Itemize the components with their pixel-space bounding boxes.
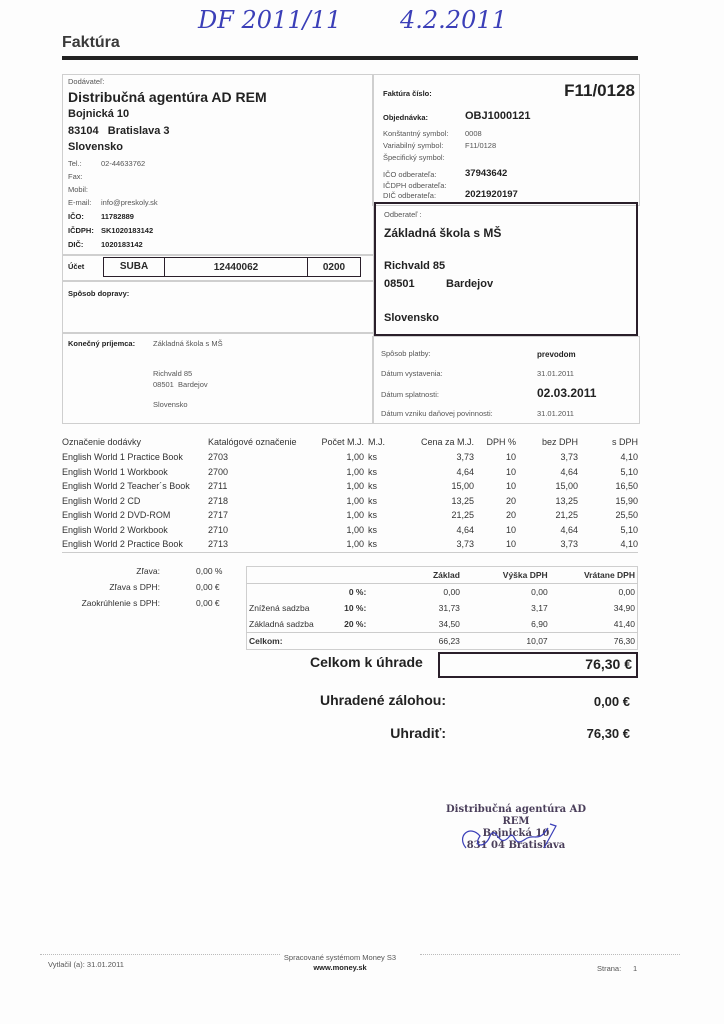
item-catalog: 2717 bbox=[208, 510, 229, 521]
item-unit: ks bbox=[368, 452, 377, 463]
item-row bbox=[62, 508, 638, 523]
item-unit-price: 3,73 bbox=[456, 452, 474, 463]
discount-label: Zľava s DPH: bbox=[109, 582, 160, 592]
icdph-value: SK1020183142 bbox=[101, 226, 154, 235]
item-qty: 1,00 bbox=[346, 452, 364, 463]
item-qty: 1,00 bbox=[346, 495, 364, 506]
vat-cell bbox=[247, 584, 327, 601]
email-label: E-mail: bbox=[68, 198, 92, 207]
item-net: 15,00 bbox=[555, 481, 578, 492]
discount-row bbox=[62, 566, 242, 582]
item-net: 4,64 bbox=[560, 466, 578, 477]
supplier-block bbox=[62, 74, 374, 256]
item-unit: ks bbox=[368, 466, 377, 477]
header-col-qty: Počet M.J. bbox=[321, 437, 364, 447]
final-recipient-label: Konečný príjemca: bbox=[68, 339, 136, 348]
vat-header-3: Výška DPH bbox=[502, 570, 548, 580]
page-label: Strana: bbox=[597, 964, 622, 973]
customer-dic-value: 2021920197 bbox=[465, 189, 518, 200]
vat-cell: 0,00 bbox=[618, 587, 635, 597]
handwritten-reference: DF 2011/11 bbox=[198, 6, 342, 34]
issue-date: 31.01.2011 bbox=[537, 369, 574, 378]
vat-cell: 6,90 bbox=[531, 619, 548, 629]
item-vat-rate: 20 bbox=[505, 510, 516, 521]
customer-dic-label: DIČ odberateľa: bbox=[383, 191, 437, 200]
final-recipient-block bbox=[62, 332, 374, 424]
vat-cell: Znížená sadzba bbox=[249, 603, 310, 613]
customer-country: Slovensko bbox=[384, 312, 440, 324]
vat-header-row bbox=[247, 567, 638, 584]
due-date: 02.03.2011 bbox=[537, 386, 597, 400]
item-catalog: 2703 bbox=[208, 452, 229, 463]
ico-label: IČO: bbox=[68, 212, 84, 221]
discount-value: 0,00 % bbox=[196, 566, 223, 576]
vat-cell: 34,90 bbox=[613, 603, 635, 613]
item-gross: 5,10 bbox=[620, 524, 638, 535]
item-row bbox=[62, 465, 638, 480]
total-due-value: 76,30 € bbox=[585, 656, 632, 672]
vat-total-gross: 76,30 bbox=[613, 636, 635, 646]
item-row bbox=[62, 523, 638, 538]
vat-row bbox=[247, 616, 638, 633]
vat-cell: 0,00 bbox=[531, 587, 548, 597]
vat-cell: 41,40 bbox=[613, 619, 635, 629]
item-qty: 1,00 bbox=[346, 466, 364, 477]
var-symbol-value: F11/0128 bbox=[465, 141, 497, 150]
supplier-label: Dodávateľ: bbox=[68, 77, 105, 86]
const-symbol-label: Konštantný symbol: bbox=[383, 129, 449, 138]
to-pay-label: Uhradiť: bbox=[390, 725, 446, 741]
item-row bbox=[62, 537, 638, 552]
item-qty: 1,00 bbox=[346, 524, 364, 535]
order-value: OBJ1000121 bbox=[465, 110, 531, 122]
item-vat-rate: 10 bbox=[505, 539, 516, 550]
vat-cell: 31,73 bbox=[438, 603, 460, 613]
tel-value: 02-44633762 bbox=[101, 159, 146, 168]
icdph-label: IČDPH: bbox=[68, 226, 94, 235]
tel-label: Tel.: bbox=[68, 159, 82, 168]
item-unit: ks bbox=[368, 539, 377, 550]
customer-street: Richvald 85 bbox=[384, 260, 446, 272]
item-unit: ks bbox=[368, 495, 377, 506]
item-catalog: 2700 bbox=[208, 466, 229, 477]
order-label: Objednávka: bbox=[383, 113, 429, 122]
payment-method-label: Spôsob platby: bbox=[381, 349, 431, 358]
stamp-line-2: Bojnická 10 bbox=[482, 828, 550, 839]
vat-cell: 20 %: bbox=[344, 619, 367, 629]
invoice-number: F11/0128 bbox=[564, 81, 635, 100]
total-due-label: Celkom k úhrade bbox=[310, 654, 423, 670]
handwritten-date: 4.2.2011 bbox=[400, 6, 507, 34]
discount-row bbox=[62, 598, 242, 614]
discount-value: 0,00 € bbox=[196, 598, 220, 608]
item-catalog: 2713 bbox=[208, 539, 229, 550]
vat-total-tax: 10,07 bbox=[526, 636, 548, 646]
document-title: Faktúra bbox=[62, 34, 120, 51]
item-gross: 16,50 bbox=[615, 481, 638, 492]
ico-value: 11782889 bbox=[101, 212, 134, 221]
item-gross: 25,50 bbox=[615, 510, 638, 521]
vat-cell: 10 %: bbox=[344, 603, 367, 613]
dic-value: 1020183142 bbox=[101, 240, 143, 249]
vat-total-label: Celkom: bbox=[249, 636, 283, 646]
item-net: 21,25 bbox=[555, 510, 578, 521]
customer-icdph-label: IČDPH odberateľa: bbox=[383, 181, 447, 190]
supplier-city-line bbox=[68, 125, 170, 137]
header-col-gross: s DPH bbox=[611, 437, 638, 447]
dic-label: DIČ: bbox=[68, 240, 84, 249]
customer-block bbox=[374, 202, 638, 336]
account-bank: SUBA bbox=[104, 258, 165, 276]
due-date-label: Dátum splatnosti: bbox=[381, 390, 439, 399]
footer-url[interactable]: www.money.sk bbox=[313, 963, 367, 972]
stamp-line-3: 831 04 Bratislava bbox=[466, 840, 566, 851]
item-vat-rate: 10 bbox=[505, 452, 516, 463]
item-row bbox=[62, 494, 638, 509]
item-gross: 15,90 bbox=[615, 495, 638, 506]
total-due-box bbox=[438, 652, 638, 678]
item-unit-price: 4,64 bbox=[456, 524, 474, 535]
item-unit: ks bbox=[368, 481, 377, 492]
item-qty: 1,00 bbox=[346, 510, 364, 521]
footer-rule-right bbox=[420, 954, 680, 955]
header-col-vat-rate: DPH % bbox=[486, 437, 516, 447]
stamp-line-1: Distribučná agentúra AD REM bbox=[445, 804, 587, 827]
item-unit-price: 3,73 bbox=[456, 539, 474, 550]
item-catalog: 2711 bbox=[208, 481, 228, 492]
item-vat-rate: 10 bbox=[505, 466, 516, 477]
header-col-net: bez DPH bbox=[541, 437, 578, 447]
item-gross: 4,10 bbox=[620, 452, 638, 463]
item-description: English World 2 Practice Book bbox=[62, 539, 183, 550]
item-unit-price: 13,25 bbox=[451, 495, 474, 506]
supplier-city: Bratislava 3 bbox=[107, 125, 170, 137]
vat-header-4: Vrátane DPH bbox=[583, 570, 635, 580]
header-col-unit-price: Cena za M.J. bbox=[420, 437, 474, 447]
item-description: English World 2 Workbook bbox=[62, 524, 168, 535]
paid-value: 0,00 € bbox=[593, 694, 630, 709]
item-qty: 1,00 bbox=[346, 539, 364, 550]
customer-name: Základná škola s MŠ bbox=[384, 226, 502, 240]
items-header-row bbox=[62, 434, 638, 450]
customer-ico-label: IČO odberateľa: bbox=[383, 170, 437, 179]
item-vat-rate: 10 bbox=[505, 481, 516, 492]
title-rule bbox=[62, 56, 638, 60]
vat-header-2: Základ bbox=[432, 570, 460, 580]
item-row bbox=[62, 479, 638, 494]
supplier-name: Distribučná agentúra AD REM bbox=[68, 89, 267, 105]
payment-block bbox=[372, 336, 640, 424]
header-col-unit: M.J. bbox=[368, 437, 385, 447]
item-net: 13,25 bbox=[555, 495, 578, 506]
item-gross: 5,10 bbox=[620, 466, 638, 477]
vat-header-0 bbox=[247, 567, 327, 584]
vat-row bbox=[247, 600, 638, 616]
vat-row bbox=[247, 584, 638, 601]
vat-cell: 3,17 bbox=[531, 603, 548, 613]
paid-label: Uhradené zálohou: bbox=[319, 692, 446, 708]
issue-date-label: Dátum vystavenia: bbox=[381, 369, 443, 378]
final-recipient-street: Richvald 85 bbox=[153, 369, 193, 378]
discount-label: Zaokrúhlenie s DPH: bbox=[81, 598, 160, 608]
vat-header-1 bbox=[326, 567, 372, 584]
account-box bbox=[103, 257, 361, 277]
item-row bbox=[62, 450, 638, 465]
item-unit-price: 15,00 bbox=[451, 481, 474, 492]
customer-zip: 08501 bbox=[384, 278, 415, 290]
discounts-block bbox=[62, 566, 242, 614]
item-description: English World 1 Practice Book bbox=[62, 452, 183, 463]
vat-cell: 0 %: bbox=[348, 587, 367, 597]
payment-method: prevodom bbox=[537, 350, 576, 359]
item-qty: 1,00 bbox=[346, 481, 364, 492]
mobil-label: Mobil: bbox=[68, 185, 89, 194]
item-vat-rate: 20 bbox=[505, 495, 516, 506]
transport-label: Spôsob dopravy: bbox=[68, 289, 130, 298]
item-description: English World 2 CD bbox=[62, 495, 141, 506]
spec-symbol-label: Špecifický symbol: bbox=[383, 153, 445, 162]
customer-ico-value: 37943642 bbox=[465, 168, 508, 179]
item-catalog: 2718 bbox=[208, 495, 229, 506]
item-description: English World 2 Teacher´s Book bbox=[62, 481, 190, 492]
tax-date: 31.01.2011 bbox=[537, 409, 574, 418]
customer-city: Bardejov bbox=[446, 278, 494, 290]
final-recipient-country: Slovensko bbox=[153, 400, 188, 409]
item-unit-price: 4,64 bbox=[456, 466, 474, 477]
item-net: 3,73 bbox=[560, 539, 578, 550]
header-col-catalog: Katalógové označenie bbox=[208, 437, 297, 447]
account-number: 12440062 bbox=[165, 258, 308, 276]
vat-total-row bbox=[247, 633, 638, 650]
supplier-country: Slovensko bbox=[68, 141, 124, 153]
discount-label: Zľava: bbox=[136, 566, 160, 576]
item-net: 3,73 bbox=[560, 452, 578, 463]
account-row bbox=[62, 254, 374, 282]
signature-icon bbox=[452, 818, 562, 854]
page-number: 1 bbox=[633, 964, 638, 973]
item-gross: 4,10 bbox=[620, 539, 638, 550]
discount-value: 0,00 € bbox=[196, 582, 220, 592]
item-description: English World 1 Workbook bbox=[62, 466, 168, 477]
to-pay-value: 76,30 € bbox=[586, 726, 630, 741]
vat-cell: 34,50 bbox=[438, 619, 460, 629]
items-table bbox=[62, 434, 638, 553]
vat-cell: Základná sadzba bbox=[249, 619, 314, 629]
item-vat-rate: 10 bbox=[505, 524, 516, 535]
invoice-info-block bbox=[372, 74, 640, 206]
final-recipient-zipcity: 08501 Bardejov bbox=[153, 380, 208, 389]
transport-block bbox=[62, 280, 374, 334]
header-col-description: Označenie dodávky bbox=[62, 437, 142, 447]
item-net: 4,64 bbox=[560, 524, 578, 535]
tax-date-label: Dátum vzniku daňovej povinnosti: bbox=[381, 409, 493, 418]
final-recipient-name: Základná škola s MŠ bbox=[153, 339, 223, 348]
item-description: English World 2 DVD-ROM bbox=[62, 510, 171, 521]
printed-by: Vytlačil (a): 31.01.2011 bbox=[48, 960, 124, 969]
item-unit: ks bbox=[368, 510, 377, 521]
supplier-street: Bojnická 10 bbox=[68, 108, 130, 120]
footer-system: Spracované systémom Money S3 bbox=[283, 953, 397, 962]
const-symbol-value: 0008 bbox=[465, 129, 482, 138]
customer-label: Odberateľ : bbox=[384, 210, 422, 219]
fax-label: Fax: bbox=[68, 172, 83, 181]
vat-summary-table bbox=[246, 566, 638, 650]
invoice-number-label: Faktúra číslo: bbox=[383, 89, 432, 98]
vat-total-base: 66,23 bbox=[438, 636, 460, 646]
item-unit: ks bbox=[368, 524, 377, 535]
email-value: info@preskoly.sk bbox=[101, 198, 158, 207]
account-code: 0200 bbox=[322, 262, 346, 273]
item-unit-price: 21,25 bbox=[451, 510, 474, 521]
account-label: Účet bbox=[68, 262, 85, 271]
vat-cell: 0,00 bbox=[443, 587, 460, 597]
var-symbol-label: Variabilný symbol: bbox=[383, 141, 444, 150]
supplier-zip: 83104 bbox=[68, 125, 99, 137]
item-catalog: 2710 bbox=[208, 524, 229, 535]
discount-row bbox=[62, 582, 242, 598]
